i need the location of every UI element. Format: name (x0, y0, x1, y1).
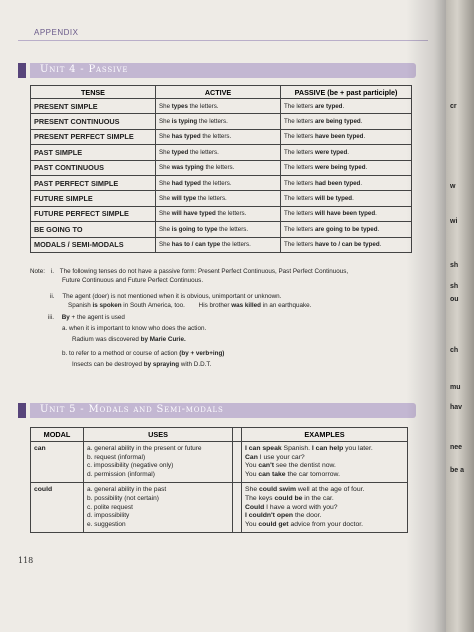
header-rule (18, 40, 428, 41)
ex-text: His brother (198, 302, 232, 309)
verb-form: were typed (314, 148, 348, 156)
sentence-text: . (379, 241, 382, 249)
col-modal: MODAL (31, 428, 84, 442)
passive-cell (281, 99, 412, 114)
passive-table-row (31, 191, 412, 206)
uses-cell (84, 483, 233, 533)
unit5-banner-marker (18, 403, 26, 418)
sentence-text: the letters. (203, 164, 235, 172)
adjacent-page-fragment: mu (450, 384, 461, 391)
verb-form: is typing (171, 118, 198, 126)
ex-text: Insects can be destroyed (72, 361, 144, 368)
sentence-text: She (159, 225, 172, 233)
examples-cell (242, 442, 408, 483)
active-cell (156, 145, 281, 160)
passive-cell (281, 175, 412, 190)
tense-cell: PRESENT PERFECT SIMPLE (31, 129, 156, 144)
sentence-text: She (159, 164, 172, 172)
example-line (245, 462, 404, 471)
sentence-text: The letters (284, 241, 315, 249)
example-line (245, 454, 404, 463)
sentence-text: . (363, 133, 366, 141)
modal-form: Can (245, 453, 258, 461)
sentence-text: the car tomorrow. (285, 470, 340, 478)
note-i-text: The following tenses do not have a passive form: Present Perfect Continuous, Past Perfect Continuous, (59, 268, 349, 275)
sentence-text: . (342, 102, 345, 110)
sentence-text: The keys (245, 494, 275, 502)
sentence-text: the door. (293, 512, 322, 520)
tense-cell: FUTURE PERFECT SIMPLE (31, 206, 156, 221)
verb-form: are going to be typed (314, 225, 378, 233)
tense-cell: PAST PERFECT SIMPLE (31, 175, 156, 190)
note-iii-bold: By (61, 314, 70, 321)
sentence-text: You (245, 470, 259, 478)
tense-cell: PAST SIMPLE (31, 145, 156, 160)
modal-form: can't (258, 462, 274, 470)
note-i-text-cont: Future Continuous and Future Perfect Continuous. (62, 277, 204, 284)
note-iii-a-example (72, 335, 186, 344)
modals-table-row (31, 442, 408, 483)
sentence-text: The letters (284, 133, 315, 141)
sentence-text: She (245, 486, 259, 494)
sentence-text: She (159, 133, 172, 141)
verb-form: typed (171, 148, 189, 156)
adjacent-page-fragment: nee (450, 444, 463, 451)
verb-form: had been typed (314, 179, 361, 187)
verb-form: were being typed (314, 164, 366, 172)
unit4-title: Unit 4 - Passive (40, 64, 129, 75)
example-line (245, 495, 404, 504)
ex-bold: by spraying (143, 361, 180, 368)
unit5-banner (30, 403, 416, 418)
spacer-cell (233, 442, 242, 483)
note-ii-examples (68, 301, 311, 310)
sentence-text: I use your car? (257, 453, 305, 461)
ex-text: in an earthquake. (260, 302, 312, 309)
col-active: ACTIVE (156, 86, 281, 99)
sentence-text: You (245, 462, 259, 470)
sentence-text: The letters (284, 225, 315, 233)
passive-cell (281, 191, 412, 206)
sentence-text: The letters (284, 164, 315, 172)
tense-cell: PAST CONTINUOUS (31, 160, 156, 175)
adjacent-page-fragment: cr (450, 103, 457, 110)
sentence-text: . (352, 195, 354, 203)
sentence-text: The letters (284, 102, 315, 110)
section-header: APPENDIX (34, 28, 79, 37)
active-cell (156, 191, 281, 206)
active-cell (156, 114, 281, 129)
unit4-banner (30, 63, 416, 78)
tense-cell: MODALS / SEMI-MODALS (31, 237, 156, 252)
use-item: a. general ability in the past (87, 486, 167, 494)
use-item: b. possibility (not certain) (87, 494, 159, 502)
modal-form: could get (258, 520, 289, 528)
example-line (245, 486, 404, 495)
ex-text: b. to refer to a method or course of action (62, 350, 180, 357)
passive-table-row (31, 145, 412, 160)
example-line (245, 471, 404, 480)
unit5-title: Unit 5 - Modals and Semi-modals (40, 404, 224, 415)
use-item: e. suggestion (87, 520, 126, 528)
examples-cell (242, 483, 408, 533)
verb-form: was typing (171, 164, 204, 172)
sentence-text: She (159, 102, 172, 110)
passive-cell (281, 222, 412, 237)
uses-cell (84, 442, 233, 483)
use-item: b. request (informal) (87, 453, 146, 461)
tense-cell: FUTURE SIMPLE (31, 191, 156, 206)
note-iii-b (62, 349, 224, 358)
sentence-text: The letters (284, 210, 315, 218)
adjacent-page-fragment: ch (450, 347, 459, 354)
example-line (245, 504, 404, 513)
col-passive: PASSIVE (be + past participle) (281, 86, 412, 99)
sentence-text: The letters (284, 118, 315, 126)
sentence-text: . (360, 179, 363, 187)
sentence-text: The letters (284, 195, 315, 203)
adjacent-page-edge (446, 0, 474, 632)
passive-table-row (31, 160, 412, 175)
ex-bold: (by + verb+ing) (179, 350, 225, 357)
sentence-text: She (159, 241, 172, 249)
sentence-text: The letters (284, 148, 315, 156)
sentence-text: She (159, 195, 172, 203)
passive-cell (281, 206, 412, 221)
sentence-text: the letters. (220, 241, 251, 249)
sentence-text: the letters. (187, 102, 219, 110)
verb-form: types (171, 102, 188, 110)
sentence-text: in the car. (302, 494, 334, 502)
sentence-text: the letters. (196, 195, 227, 203)
modals-table-header (31, 428, 408, 442)
spacer-cell (233, 483, 242, 533)
note-iii-b-example (72, 360, 211, 369)
active-cell (156, 175, 281, 190)
passive-cell (281, 160, 412, 175)
sentence-text: She (159, 210, 172, 218)
active-cell (156, 99, 281, 114)
use-item: c. polite request (87, 503, 133, 511)
modal-form: Could (245, 503, 265, 511)
passive-table-header (31, 86, 412, 99)
sentence-text: The letters (284, 179, 315, 187)
ex-bold: was killed (231, 302, 261, 309)
ex-bold: is spoken (92, 302, 122, 309)
sentence-text: well at the age of four. (296, 486, 365, 494)
modal-form: could be (274, 494, 303, 502)
example-line (245, 521, 404, 530)
verb-form: have to / can be typed (314, 241, 380, 249)
col-examples: EXAMPLES (242, 428, 408, 442)
example-line (245, 445, 404, 454)
sentence-text: . (377, 225, 380, 233)
active-cell (156, 222, 281, 237)
passive-cell (281, 129, 412, 144)
sentence-text: the letters. (200, 179, 232, 187)
passive-cell (281, 114, 412, 129)
ex-text: with D.D.T. (179, 361, 212, 368)
modal-form: I couldn't open (245, 512, 294, 520)
modal-cell: can (31, 442, 84, 483)
modal-cell: could (31, 483, 84, 533)
col-uses: USES (84, 428, 233, 442)
verb-form: will have typed (171, 210, 216, 218)
adjacent-page-fragment: w (450, 183, 456, 190)
sentence-text: She (159, 118, 172, 126)
note-iii-a: a. when it is important to know who does the action. (62, 325, 207, 332)
passive-table-row (31, 206, 412, 221)
verb-form: has typed (171, 133, 201, 141)
passive-table (30, 85, 412, 253)
active-cell (156, 206, 281, 221)
modal-form: I can help (311, 445, 344, 452)
sentence-text: . (360, 118, 363, 126)
verb-form: has to / can type (171, 241, 221, 249)
col-spacer (233, 428, 242, 442)
passive-table-row (31, 175, 412, 190)
adjacent-page-fragment: ou (450, 296, 459, 303)
ex-text: Radium was discovered (72, 336, 141, 343)
sentence-text: You (245, 520, 259, 528)
use-item: d. permission (informal) (87, 470, 155, 478)
use-item: c. impossibility (negative only) (87, 462, 174, 470)
sentence-text: the letters. (215, 210, 247, 218)
verb-form: had typed (171, 179, 201, 187)
active-cell (156, 160, 281, 175)
adjacent-page-fragment: sh (450, 283, 459, 290)
ex-text: in South America, too. (121, 302, 185, 309)
sentence-text: She (159, 148, 172, 156)
note-iii-number: iii. (48, 314, 54, 321)
sentence-text: . (347, 148, 350, 156)
note-ii-number: ii. (50, 293, 55, 300)
verb-form: will be typed (314, 195, 353, 203)
verb-form: is going to type (171, 225, 218, 233)
page-number: 118 (18, 556, 34, 565)
unit4-banner-marker (18, 63, 26, 78)
tense-cell: PRESENT SIMPLE (31, 99, 156, 114)
sentence-text: . (375, 210, 377, 218)
passive-table-row (31, 99, 412, 114)
verb-form: will have been typed (314, 210, 376, 218)
modal-form: I can speak (245, 445, 282, 452)
sentence-text: the letters. (217, 225, 249, 233)
note-iii-text: + the agent is used (69, 314, 125, 321)
sentence-text: the letters. (200, 133, 232, 141)
active-cell (156, 129, 281, 144)
sentence-text: I have a word with you? (264, 503, 338, 511)
verb-form: are being typed (314, 118, 361, 126)
note-label: Note: (30, 268, 46, 275)
adjacent-page-fragment: wi (450, 218, 458, 225)
passive-table-row (31, 129, 412, 144)
verb-form: will type (171, 195, 197, 203)
sentence-text: She (159, 179, 172, 187)
passive-table-row (31, 114, 412, 129)
sentence-text: you later. (343, 445, 373, 452)
ex-bold: by Marie Curie. (140, 336, 186, 343)
use-item: d. impossibility (87, 512, 130, 520)
verb-form: are typed (314, 102, 343, 110)
sentence-text: advice from your doctor. (288, 520, 363, 528)
note-i-number: i. (50, 268, 54, 275)
passive-table-row (31, 222, 412, 237)
sentence-text: the letters. (188, 148, 219, 156)
sentence-text: . (365, 164, 368, 172)
active-cell (156, 237, 281, 252)
passive-cell (281, 145, 412, 160)
use-item: a. general ability in the present or future (87, 445, 202, 452)
modal-form: could swim (258, 486, 296, 494)
sentence-text: the letters. (197, 118, 228, 126)
tense-cell: BE GOING TO (31, 222, 156, 237)
adjacent-page-fragment: sh (450, 262, 459, 269)
adjacent-page-fragment: hav (450, 404, 463, 411)
ex-text: Spanish (68, 302, 93, 309)
modals-table-row (31, 483, 408, 533)
sentence-text: Spanish. (281, 445, 312, 452)
example-line (245, 512, 404, 521)
note-ii-text: The agent (doer) is not mentioned when it is obvious, unimportant or unknown. (62, 293, 282, 300)
verb-form: have been typed (314, 133, 364, 141)
passive-cell (281, 237, 412, 252)
modal-form: can take (258, 470, 286, 478)
col-tense: TENSE (31, 86, 156, 99)
tense-cell: PRESENT CONTINUOUS (31, 114, 156, 129)
modals-table (30, 427, 408, 533)
sentence-text: see the dentist now. (273, 462, 336, 470)
passive-table-row (31, 237, 412, 252)
adjacent-page-fragment: be a (450, 467, 465, 474)
